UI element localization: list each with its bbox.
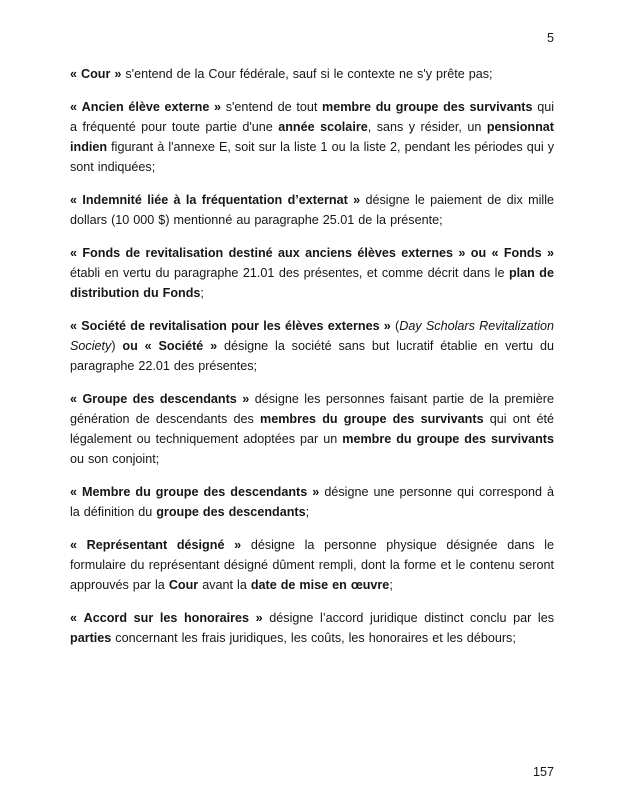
text-segment: pensionnat indien	[70, 120, 554, 154]
text-segment: « Accord sur les honoraires »	[70, 611, 263, 625]
footer-page-number: 157	[532, 765, 554, 779]
text-segment: parties	[70, 631, 112, 645]
text-segment: désigne la personne physique désignée dans le formulaire du représentant désigné dûment rempli, dont la forme et le contenu seront approuvés par la	[70, 538, 554, 592]
text-segment: s'entend de tout	[221, 100, 323, 114]
text-segment: « Membre du groupe des descendants »	[70, 485, 320, 499]
text-segment: plan de distribution du Fonds	[70, 266, 554, 300]
text-segment: « Ancien élève externe »	[70, 100, 222, 114]
definition-paragraph	[70, 190, 554, 230]
definition-paragraph	[70, 482, 554, 522]
text-segment: s'entend de la Cour fédérale, sauf si le contexte ne s'y prête pas;	[121, 67, 493, 81]
text-segment: désigne les personnes faisant partie de la première génération de descendants des	[70, 392, 554, 426]
text-segment: désigne l’accord juridique distinct conclu par les	[262, 611, 554, 625]
definition-paragraph	[70, 389, 554, 469]
document-body	[70, 64, 554, 648]
header-page-number: 5	[546, 31, 554, 45]
text-segment: Cour	[168, 578, 199, 592]
text-segment: année scolaire	[278, 120, 368, 134]
text-segment: ;	[305, 505, 310, 519]
text-segment: « Groupe des descendants »	[70, 392, 250, 406]
text-segment: ;	[389, 578, 393, 592]
definition-paragraph	[70, 97, 554, 177]
text-segment: membre du groupe des survivants	[342, 432, 554, 446]
text-segment: désigne une personne qui correspond à la définition du	[70, 485, 554, 519]
definition-paragraph	[70, 608, 554, 648]
text-segment: « Représentant désigné »	[70, 538, 242, 552]
definition-paragraph	[70, 316, 554, 376]
text-segment: membre du groupe des survivants	[322, 100, 533, 114]
text-segment: « Indemnité liée à la fréquentation d’externat »	[70, 193, 361, 207]
text-segment: ;	[200, 286, 204, 300]
text-segment: , sans y résider, un	[367, 120, 487, 134]
text-segment: (	[390, 319, 400, 333]
text-segment: ou son conjoint;	[70, 452, 160, 466]
text-segment: qui ont été légalement ou techniquement adoptées par un	[70, 412, 554, 446]
text-segment: ou « Société »	[122, 339, 218, 353]
text-segment: établi en vertu du paragraphe 21.01 des présentes, et comme décrit dans le	[70, 266, 509, 280]
text-segment: date de mise en œuvre	[250, 578, 390, 592]
definition-paragraph	[70, 243, 554, 303]
definition-paragraph	[70, 64, 554, 84]
text-segment: désigne le paiement de dix mille dollars (10 000 $) mentionné au paragraphe 25.01 de la présente;	[70, 193, 554, 227]
text-segment: groupe des descendants	[156, 505, 306, 519]
text-segment: Day Scholars Revitalization Society	[70, 319, 554, 353]
text-segment: « Société de revitalisation pour les élèves externes »	[70, 319, 391, 333]
text-segment: « Fonds de revitalisation destiné aux anciens élèves externes » ou « Fonds »	[70, 246, 554, 260]
text-segment: avant la	[198, 578, 251, 592]
text-segment: « Cour »	[70, 67, 122, 81]
text-segment: désigne la société sans but lucratif établie en vertu du paragraphe 22.01 des présentes;	[70, 339, 554, 373]
definition-paragraph	[70, 535, 554, 595]
text-segment: membres du groupe des survivants	[260, 412, 484, 426]
text-segment: )	[111, 339, 123, 353]
text-segment: qui a fréquenté pour toute partie d'une	[70, 100, 555, 134]
text-segment: concernant les frais juridiques, les coûts, les honoraires et les débours;	[111, 631, 516, 645]
text-segment: figurant à l'annexe E, soit sur la liste 1 ou la liste 2, pendant les périodes qui y sont indiquées;	[70, 140, 554, 174]
